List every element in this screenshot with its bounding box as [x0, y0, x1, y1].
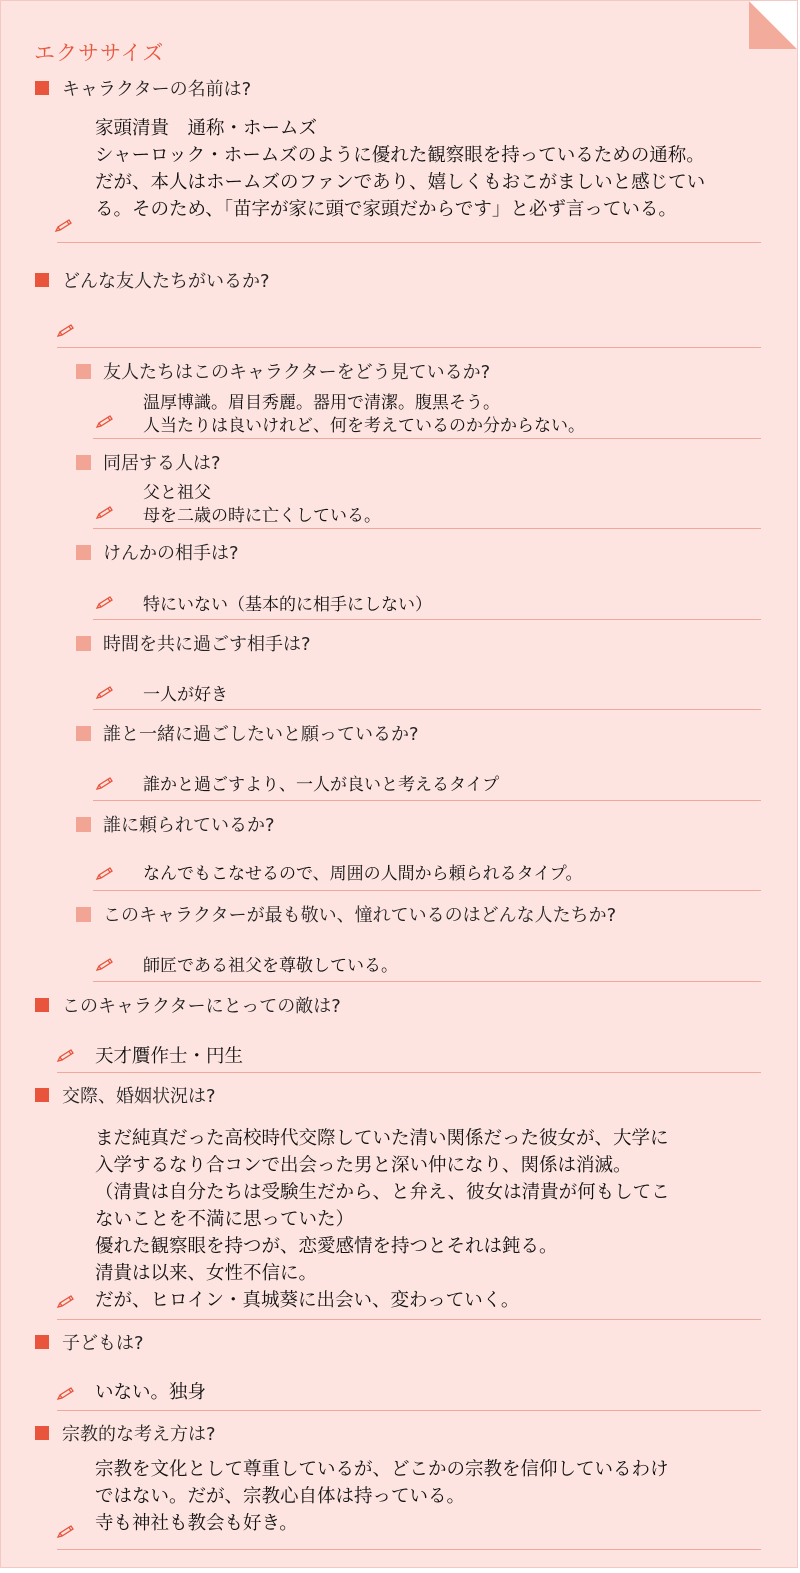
subquestion-admired: [76, 903, 616, 925]
question-bullet: [35, 81, 49, 95]
folded-corner: [749, 1, 797, 49]
pencil-icon[interactable]: [56, 1295, 76, 1309]
pencil-icon[interactable]: [95, 867, 115, 881]
answer-line: だが、ヒロイン・真城葵に出会い、変わっていく。: [95, 1290, 520, 1311]
subquestion-time-partner: [76, 632, 311, 654]
answer-line: 清貴は以来、女性不信に。: [95, 1263, 318, 1284]
answer-underline: [93, 528, 761, 529]
answer-line: 入学するなり合コンで出会った男と深い仲になり、関係は消滅。: [95, 1155, 632, 1176]
subquestion-bullet: [76, 636, 91, 651]
subquestion-label: けんかの相手は?: [103, 543, 239, 564]
pencil-icon[interactable]: [56, 1387, 76, 1401]
answer-enemy[interactable]: [95, 1043, 243, 1070]
question-enemy: [35, 994, 341, 1016]
answer-line: 天才贋作士・円生: [95, 1046, 244, 1067]
answer-line: 一人が好き: [143, 685, 228, 705]
subquestion-wish-company: [76, 722, 419, 744]
answer-line: 優れた観察眼を持つが、恋愛感情を持つとそれは鈍る。: [95, 1236, 558, 1257]
question-relationship: [35, 1084, 216, 1106]
answer-line: 誰かと過ごすより、一人が良いと考えるタイプ: [143, 775, 500, 795]
page-title: エクササイズ: [34, 41, 165, 65]
question-bullet: [35, 1335, 49, 1349]
answer-underline: [57, 1319, 761, 1320]
answer-line: 温厚博識。眉目秀麗。器用で清潔。腹黒そう。: [143, 393, 500, 413]
pencil-icon[interactable]: [54, 219, 74, 233]
answer-line: ではない。だが、宗教心自体は持っている。: [95, 1486, 466, 1507]
answer-line: いない。独身: [95, 1382, 207, 1403]
answer-relationship[interactable]: [95, 1125, 670, 1314]
subquestion-label: 時間を共に過ごす相手は?: [103, 634, 311, 655]
question-religion: [35, 1422, 216, 1444]
answer-underline: [57, 1410, 761, 1411]
pencil-icon[interactable]: [95, 958, 115, 972]
answer-line: 家頭清貴 通称・ホームズ: [95, 118, 318, 139]
question-bullet: [35, 998, 49, 1012]
answer-children[interactable]: [95, 1379, 206, 1406]
pencil-icon[interactable]: [95, 596, 115, 610]
question-label: このキャラクターにとっての敵は?: [62, 996, 341, 1017]
answer-underline: [93, 438, 761, 439]
question-friends: [35, 269, 270, 291]
answer-line: まだ純真だった高校時代交際していた清い関係だった彼女が、大学に: [95, 1128, 669, 1149]
subquestion-bullet: [76, 907, 91, 922]
answer-line: （清貴は自分たちは受験生だから、と弁え、彼女は清貴が何もしてこ: [95, 1182, 670, 1203]
answer-line: ないことを不満に思っていた）: [95, 1209, 355, 1230]
answer-rival[interactable]: [143, 594, 432, 617]
pencil-icon[interactable]: [95, 686, 115, 700]
question-bullet: [35, 1088, 49, 1102]
answer-line: 母を二歳の時に亡くしている。: [143, 506, 381, 526]
pencil-icon[interactable]: [95, 506, 115, 520]
subquestion-bullet: [76, 726, 91, 741]
answer-underline: [93, 981, 761, 982]
answer-underline: [57, 1072, 761, 1073]
question-name: [35, 77, 251, 99]
pencil-icon[interactable]: [56, 1049, 76, 1063]
answer-line: なんでもこなせるので、周囲の人間から頼られるタイプ。: [143, 864, 583, 884]
answer-religion[interactable]: [95, 1456, 669, 1537]
question-label: 交際、婚姻状況は?: [62, 1086, 216, 1107]
answer-underline: [93, 800, 761, 801]
answer-underline: [57, 1549, 761, 1550]
answer-line: 人当たりは良いけれど、何を考えているのか分からない。: [143, 416, 585, 436]
answer-line: シャーロック・ホームズのように優れた観察眼を持っているための通称。: [95, 145, 705, 166]
question-label: どんな友人たちがいるか?: [62, 271, 270, 292]
answer-underline: [57, 347, 761, 348]
answer-name[interactable]: [95, 115, 705, 223]
answer-line: る。そのため、「苗字が家に頭で家頭だからです」と必ず言っている。: [95, 199, 677, 220]
answer-admired[interactable]: [143, 955, 398, 978]
subquestion-bullet: [76, 364, 91, 379]
answer-underline: [93, 619, 761, 620]
answer-relied-on[interactable]: [143, 863, 582, 886]
question-label: キャラクターの名前は?: [62, 79, 252, 100]
answer-line: だが、本人はホームズのファンであり、嬉しくもおこがましいと感じてい: [95, 172, 706, 193]
question-label: 宗教的な考え方は?: [62, 1424, 216, 1445]
subquestion-friends-view: [76, 360, 490, 382]
answer-line: 師匠である祖父を尊敬している。: [143, 956, 398, 976]
subquestion-bullet: [76, 817, 91, 832]
answer-friends-view[interactable]: [143, 392, 585, 438]
pencil-icon[interactable]: [56, 324, 76, 338]
subquestion-label: 同居する人は?: [103, 453, 221, 474]
answer-underline: [93, 890, 761, 891]
question-bullet: [35, 273, 49, 287]
subquestion-label: 誰と一緒に過ごしたいと願っているか?: [103, 724, 419, 745]
subquestion-label: 誰に頼られているか?: [103, 815, 275, 836]
answer-wish-company[interactable]: [143, 774, 499, 797]
subquestion-bullet: [76, 455, 91, 470]
answer-line: 特にいない（基本的に相手にしない）: [143, 595, 432, 615]
answer-line: 宗教を文化として尊重しているが、どこかの宗教を信仰しているわけ: [95, 1459, 669, 1480]
subquestion-label: 友人たちはこのキャラクターをどう見ているか?: [103, 362, 491, 383]
question-children: [35, 1331, 144, 1353]
subquestion-bullet: [76, 545, 91, 560]
subquestion-relied-on: [76, 813, 275, 835]
answer-housemates[interactable]: [143, 482, 381, 528]
subquestion-label: このキャラクターが最も敬い、憧れているのはどんな人たちか?: [103, 905, 617, 926]
question-label: 子どもは?: [62, 1333, 144, 1354]
answer-underline: [57, 242, 761, 243]
answer-underline: [93, 709, 761, 710]
pencil-icon[interactable]: [95, 415, 115, 429]
subquestion-rival: [76, 541, 239, 563]
answer-time-partner[interactable]: [143, 684, 228, 707]
subquestion-housemates: [76, 451, 221, 473]
question-bullet: [35, 1426, 49, 1440]
pencil-icon[interactable]: [95, 777, 115, 791]
answer-line: 父と祖父: [143, 483, 211, 503]
pencil-icon[interactable]: [56, 1525, 76, 1539]
answer-line: 寺も神社も教会も好き。: [95, 1513, 298, 1534]
